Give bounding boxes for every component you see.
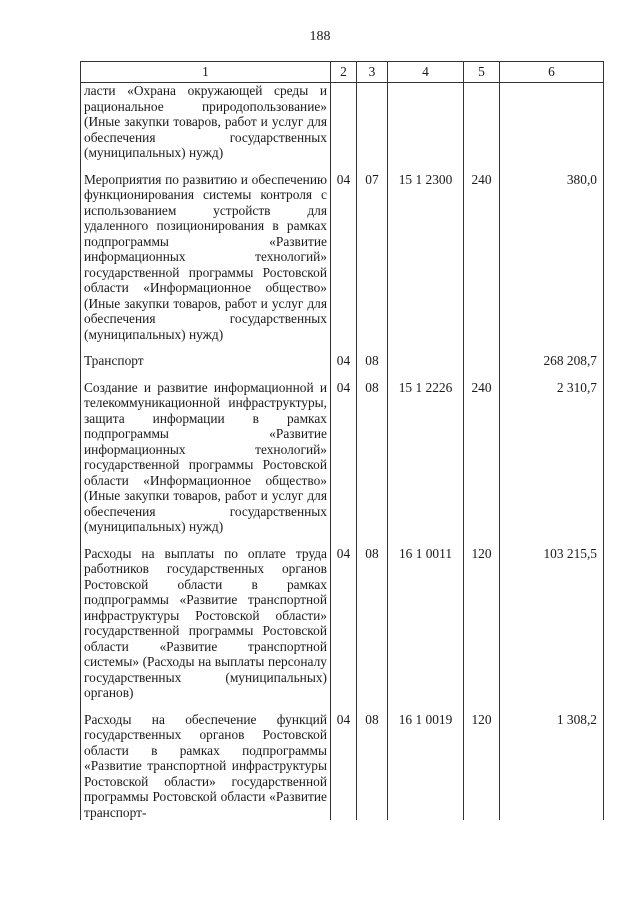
row-target-article: 15 1 2226 (388, 369, 464, 535)
row-expense-type: 240 (464, 161, 500, 343)
row-target-article: 16 1 0019 (388, 701, 464, 821)
row-expense-type: 240 (464, 369, 500, 535)
header-col-6: 6 (500, 62, 604, 83)
row-subsection: 08 (357, 369, 388, 535)
row-subsection: 08 (357, 701, 388, 821)
row-description: Создание и развитие информационной и телекоммуникационной инфраструктуры, защита информации в рамках подпрограммы «Развитие информационных технологий» государственной программы Ростовской области «Информационное общество» (Иные закупки товаров, работ и услуг для обеспечения государственных (муниципальных) нужд) (81, 369, 331, 535)
row-expense-type: 120 (464, 535, 500, 701)
table-row (81, 369, 604, 535)
row-subsection (357, 83, 388, 161)
row-description: ласти «Охрана окружающей среды и рациональное природопользование» (Иные закупки товаров, работ и услуг для обеспечения государственных (муниципальных) нужд) (81, 83, 331, 161)
row-subsection: 08 (357, 535, 388, 701)
row-amount: 380,0 (500, 161, 604, 343)
row-section: 04 (331, 701, 357, 821)
row-amount: 103 215,5 (500, 535, 604, 701)
header-row (81, 62, 604, 83)
header-col-4: 4 (388, 62, 464, 83)
table-row (81, 342, 604, 369)
row-description: Расходы на выплаты по оплате труда работников государственных органов Ростовской области в рамках подпрограммы «Развитие транспортной инфраструктуры Ростовской области» государственной программы Ростовской области «Развитие транспортной системы» (Расходы на выплаты персоналу государственных (муниципальных) органов) (81, 535, 331, 701)
row-section: 04 (331, 535, 357, 701)
row-target-article: 16 1 0011 (388, 535, 464, 701)
header-col-5: 5 (464, 62, 500, 83)
row-amount: 268 208,7 (500, 342, 604, 369)
table-row (81, 535, 604, 701)
row-subsection: 08 (357, 342, 388, 369)
row-amount (500, 83, 604, 161)
row-section: 04 (331, 342, 357, 369)
table-row (81, 701, 604, 821)
table-row (81, 161, 604, 343)
header-col-3: 3 (357, 62, 388, 83)
table-header (81, 62, 604, 83)
row-target-article (388, 342, 464, 369)
row-description: Мероприятия по развитию и обеспечению функционирования системы контроля с использованием устройств для удаленного позиционирования в рамках подпрограммы «Развитие информационных технологий» государственной программы Ростовской области «Информационное общество» (Иные закупки товаров, работ и услуг для обеспечения государственных (муниципальных) нужд) (81, 161, 331, 343)
row-subsection: 07 (357, 161, 388, 343)
row-amount: 2 310,7 (500, 369, 604, 535)
header-col-1: 1 (81, 62, 331, 83)
budget-table (80, 61, 604, 820)
row-section: 04 (331, 369, 357, 535)
row-description: Расходы на обеспечение функций государственных органов Ростовской области в рамках подпрограммы «Развитие транспортной инфраструктуры Ростовской области» государственной программы Ростовской области «Развитие транспорт- (81, 701, 331, 821)
row-amount: 1 308,2 (500, 701, 604, 821)
header-col-2: 2 (331, 62, 357, 83)
row-target-article: 15 1 2300 (388, 161, 464, 343)
row-section: 04 (331, 161, 357, 343)
row-expense-type (464, 83, 500, 161)
row-section (331, 83, 357, 161)
table-row (81, 83, 604, 161)
row-target-article (388, 83, 464, 161)
row-expense-type: 120 (464, 701, 500, 821)
page-number: 188 (309, 29, 331, 44)
row-expense-type (464, 342, 500, 369)
table-body (81, 83, 604, 821)
row-description: Транспорт (81, 342, 331, 369)
